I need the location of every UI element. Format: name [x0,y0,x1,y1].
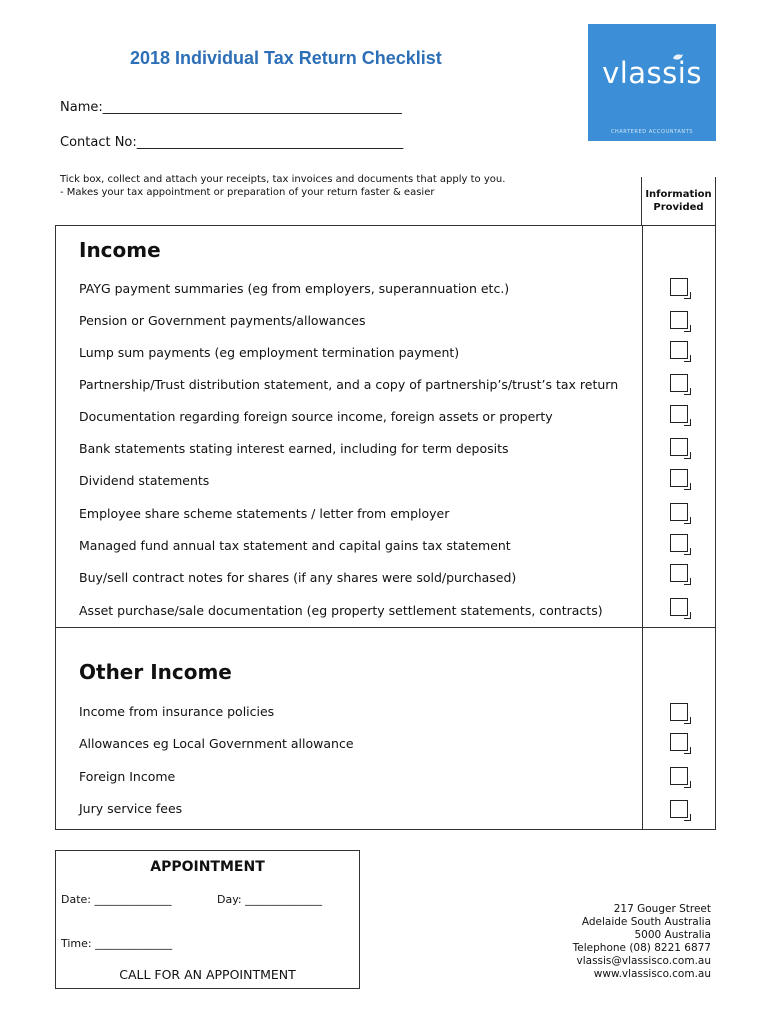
other-income-item: Income from insurance policies [79,704,275,719]
checkbox[interactable] [670,534,688,552]
address-city: Adelaide South Australia [581,916,711,928]
address-street: 217 Gouger Street [613,903,711,915]
name-field[interactable]: Name:______________________________________________ [60,100,402,115]
checkbox[interactable] [670,564,688,582]
income-item: Managed fund annual tax statement and capital gains tax statement [79,538,511,553]
checkbox[interactable] [670,598,688,616]
company-address [520,903,711,981]
date-field[interactable]: Date: ______________ [61,893,172,906]
checkbox[interactable] [670,703,688,721]
contact-field[interactable]: Contact No:_________________________________________ [60,135,404,150]
appointment-title: APPOINTMENT [150,859,265,875]
other-income-heading: Other Income [79,660,232,684]
instruction-line-2: - Makes your tax appointment or preparation of your return faster & easier [60,187,435,198]
address-email[interactable]: vlassis@vlassisco.com.au [576,955,711,967]
checkbox[interactable] [670,278,688,296]
column-divider [642,226,643,627]
company-logo [588,24,716,141]
address-phone: Telephone (08) 8221 6877 [572,942,711,954]
column-header-line-1: Information [645,189,712,200]
column-header-line-2: Provided [653,202,704,213]
income-item: Bank statements stating interest earned, including for term deposits [79,441,509,456]
checkbox[interactable] [670,438,688,456]
column-divider [642,628,643,829]
income-item: PAYG payment summaries (eg from employers, superannuation etc.) [79,281,510,296]
income-item: Lump sum payments (eg employment termination payment) [79,345,460,360]
checkbox[interactable] [670,503,688,521]
income-section [55,225,716,628]
checkbox[interactable] [670,341,688,359]
other-income-item: Jury service fees [79,801,183,816]
income-item: Documentation regarding foreign source income, foreign assets or property [79,409,553,424]
page-title: 2018 Individual Tax Return Checklist [130,48,442,68]
appointment-box [55,850,360,989]
logo-wordmark: vlassis [602,56,702,90]
time-field[interactable]: Time: ______________ [61,937,173,950]
income-item: Pension or Government payments/allowances [79,313,366,328]
address-postcode: 5000 Australia [634,929,711,941]
instruction-line-1: Tick box, collect and attach your receipts, tax invoices and documents that apply to you. [60,174,506,185]
checkbox[interactable] [670,733,688,751]
income-item: Employee share scheme statements / letter from employer [79,506,450,521]
income-heading: Income [79,238,161,262]
income-item: Dividend statements [79,473,210,488]
checkbox[interactable] [670,767,688,785]
checkbox[interactable] [670,800,688,818]
income-item: Partnership/Trust distribution statement, and a copy of partnership’s/trust’s tax return [79,377,619,392]
checkbox[interactable] [670,469,688,487]
information-provided-header [641,177,716,226]
other-income-item: Foreign Income [79,769,176,784]
income-item: Buy/sell contract notes for shares (if any shares were sold/purchased) [79,570,517,585]
other-income-section [55,627,716,830]
address-website[interactable]: www.vlassisco.com.au [593,968,711,980]
income-item: Asset purchase/sale documentation (eg property settlement statements, contracts) [79,603,603,618]
other-income-item: Allowances eg Local Government allowance [79,736,354,751]
logo-tagline: CHARTERED ACCOUNTANTS [610,129,694,135]
call-for-appointment: CALL FOR AN APPOINTMENT [119,967,296,982]
day-field[interactable]: Day: ______________ [217,893,323,906]
checkbox[interactable] [670,374,688,392]
checkbox[interactable] [670,311,688,329]
checkbox[interactable] [670,405,688,423]
